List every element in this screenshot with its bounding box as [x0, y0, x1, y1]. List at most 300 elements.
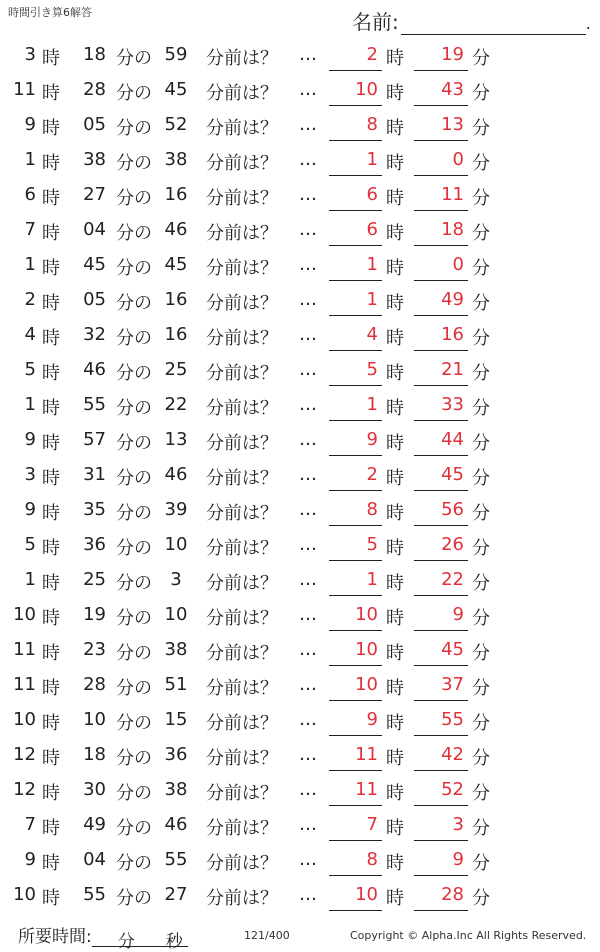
problem-row [0, 878, 600, 913]
answer-hour: 8 [366, 849, 378, 870]
answer-minute: 42 [441, 744, 464, 765]
hour-label: 時 [42, 83, 60, 104]
answer-hour-underline [329, 490, 382, 491]
ellipsis: … [299, 744, 317, 765]
minutes-before: 25 [164, 359, 188, 380]
ellipsis: … [299, 324, 317, 345]
problem-minute: 18 [83, 744, 106, 765]
hour-label: 時 [42, 608, 60, 629]
answer-min-label: 分 [472, 48, 490, 69]
hour-label: 時 [42, 468, 60, 489]
answer-hour-label: 時 [386, 643, 404, 664]
answer-hour-label: 時 [386, 118, 404, 139]
ellipsis: … [299, 849, 317, 870]
answer-hour-underline [329, 840, 382, 841]
before-question-label: 分前は？ [206, 48, 278, 69]
problem-row [0, 283, 600, 318]
problem-minute: 45 [83, 254, 106, 275]
problem-row [0, 458, 600, 493]
problem-hour: 1 [24, 569, 36, 590]
problem-hour: 11 [13, 639, 36, 660]
answer-hour-underline [329, 245, 382, 246]
answer-minute-underline [414, 210, 468, 211]
minutes-before: 36 [164, 744, 188, 765]
answer-hour: 8 [366, 114, 378, 135]
answer-minute-underline [414, 595, 468, 596]
problem-minute: 10 [83, 709, 106, 730]
problem-hour: 9 [24, 429, 36, 450]
answer-minute-underline [414, 280, 468, 281]
before-question-label: 分前は？ [206, 83, 278, 104]
answer-minute: 11 [441, 184, 464, 205]
problem-hour: 1 [24, 394, 36, 415]
min-of-label: 分の [116, 48, 152, 69]
answer-minute: 55 [441, 709, 464, 730]
answer-min-label: 分 [472, 258, 490, 279]
answer-minute: 9 [452, 849, 464, 870]
answer-minute-underline [414, 455, 468, 456]
problem-row [0, 668, 600, 703]
answer-min-label: 分 [472, 888, 490, 909]
ellipsis: … [299, 464, 317, 485]
before-question-label: 分前は？ [206, 503, 278, 524]
answer-hour-underline [329, 805, 382, 806]
hour-label: 時 [42, 118, 60, 139]
problem-minute: 55 [83, 394, 106, 415]
answer-minute-underline [414, 630, 468, 631]
problem-minute: 25 [83, 569, 106, 590]
ellipsis: … [299, 534, 317, 555]
copyright: Copyright © Alpha.Inc All Rights Reserved. [350, 929, 587, 942]
answer-hour-label: 時 [386, 83, 404, 104]
hour-label: 時 [42, 223, 60, 244]
answer-minute: 45 [441, 464, 464, 485]
minutes-before: 16 [164, 184, 188, 205]
minutes-before: 16 [164, 324, 188, 345]
min-of-label: 分の [116, 223, 152, 244]
answer-hour-underline [329, 875, 382, 876]
problem-minute: 28 [83, 674, 106, 695]
answer-hour-label: 時 [386, 503, 404, 524]
problem-hour: 5 [24, 359, 36, 380]
answer-hour: 1 [366, 394, 378, 415]
problem-row [0, 598, 600, 633]
problem-row [0, 773, 600, 808]
before-question-label: 分前は？ [206, 188, 278, 209]
problem-minute: 35 [83, 499, 106, 520]
problem-row [0, 353, 600, 388]
problem-hour: 11 [13, 79, 36, 100]
hour-label: 時 [42, 398, 60, 419]
ellipsis: … [299, 569, 317, 590]
problem-minute: 05 [83, 289, 106, 310]
problem-hour: 6 [24, 184, 36, 205]
answer-minute: 16 [441, 324, 464, 345]
answer-hour: 1 [366, 149, 378, 170]
answer-hour: 1 [366, 254, 378, 275]
minutes-before: 46 [164, 464, 188, 485]
before-question-label: 分前は？ [206, 223, 278, 244]
answer-min-label: 分 [472, 433, 490, 454]
answer-hour-label: 時 [386, 853, 404, 874]
hour-label: 時 [42, 678, 60, 699]
problem-row [0, 213, 600, 248]
ellipsis: … [299, 114, 317, 135]
answer-min-label: 分 [472, 223, 490, 244]
answer-hour: 2 [366, 464, 378, 485]
answer-hour-underline [329, 455, 382, 456]
answer-hour-label: 時 [386, 573, 404, 594]
answer-hour-label: 時 [386, 363, 404, 384]
problem-hour: 9 [24, 114, 36, 135]
min-of-label: 分の [116, 83, 152, 104]
answer-hour-label: 時 [386, 433, 404, 454]
answer-minute: 13 [441, 114, 464, 135]
problem-hour: 7 [24, 219, 36, 240]
answer-minute-underline [414, 525, 468, 526]
minutes-before: 22 [164, 394, 188, 415]
answer-min-label: 分 [472, 293, 490, 314]
answer-hour: 10 [355, 884, 378, 905]
hour-label: 時 [42, 643, 60, 664]
answer-minute: 33 [441, 394, 464, 415]
answer-hour: 11 [355, 779, 378, 800]
problem-row [0, 73, 600, 108]
problem-row [0, 633, 600, 668]
answer-minute-underline [414, 140, 468, 141]
problem-row [0, 38, 600, 73]
before-question-label: 分前は？ [206, 818, 278, 839]
answer-hour-underline [329, 420, 382, 421]
ellipsis: … [299, 254, 317, 275]
answer-hour: 5 [366, 534, 378, 555]
problem-minute: 32 [83, 324, 106, 345]
answer-min-label: 分 [472, 468, 490, 489]
minutes-before: 27 [164, 884, 188, 905]
answer-minute-underline [414, 735, 468, 736]
min-of-label: 分の [116, 643, 152, 664]
answer-min-label: 分 [472, 783, 490, 804]
answer-hour-underline [329, 630, 382, 631]
minutes-before: 55 [164, 849, 188, 870]
answer-hour: 4 [366, 324, 378, 345]
problem-hour: 1 [24, 254, 36, 275]
answer-hour-underline [329, 770, 382, 771]
problem-hour: 3 [24, 464, 36, 485]
answer-minute: 45 [441, 639, 464, 660]
problem-hour: 10 [13, 709, 36, 730]
minutes-before: 15 [164, 709, 188, 730]
min-of-label: 分の [116, 713, 152, 734]
min-of-label: 分の [116, 573, 152, 594]
problem-row [0, 178, 600, 213]
answer-hour: 9 [366, 709, 378, 730]
answer-hour-underline [329, 595, 382, 596]
answer-hour: 7 [366, 814, 378, 835]
answer-minute: 21 [441, 359, 464, 380]
ellipsis: … [299, 149, 317, 170]
before-question-label: 分前は？ [206, 293, 278, 314]
before-question-label: 分前は？ [206, 713, 278, 734]
hour-label: 時 [42, 188, 60, 209]
ellipsis: … [299, 79, 317, 100]
answer-hour: 10 [355, 674, 378, 695]
before-question-label: 分前は？ [206, 468, 278, 489]
hour-label: 時 [42, 433, 60, 454]
answer-minute-underline [414, 385, 468, 386]
answer-hour-underline [329, 175, 382, 176]
answer-hour: 5 [366, 359, 378, 380]
ellipsis: … [299, 429, 317, 450]
hour-label: 時 [42, 783, 60, 804]
before-question-label: 分前は？ [206, 433, 278, 454]
hour-label: 時 [42, 293, 60, 314]
time-required [18, 922, 188, 952]
hour-label: 時 [42, 153, 60, 174]
answer-hour-underline [329, 210, 382, 211]
minutes-before: 38 [164, 149, 188, 170]
answer-hour-label: 時 [386, 888, 404, 909]
answer-hour-label: 時 [386, 398, 404, 419]
answer-hour-label: 時 [386, 713, 404, 734]
answer-hour-underline [329, 105, 382, 106]
problem-minute: 46 [83, 359, 106, 380]
time-sec-label: 秒 [165, 932, 183, 952]
answer-minute: 3 [452, 814, 464, 835]
ellipsis: … [299, 779, 317, 800]
answer-min-label: 分 [472, 328, 490, 349]
hour-label: 時 [42, 328, 60, 349]
before-question-label: 分前は？ [206, 573, 278, 594]
answer-min-label: 分 [472, 153, 490, 174]
answer-minute: 49 [441, 289, 464, 310]
problem-minute: 28 [83, 79, 106, 100]
problem-row [0, 493, 600, 528]
minutes-before: 3 [170, 569, 182, 590]
minutes-before: 45 [164, 254, 188, 275]
answer-hour-underline [329, 735, 382, 736]
answer-hour-label: 時 [386, 748, 404, 769]
answer-hour-label: 時 [386, 328, 404, 349]
time-label: 所要時間: [18, 927, 92, 947]
hour-label: 時 [42, 748, 60, 769]
answer-minute: 0 [452, 149, 464, 170]
problem-minute: 04 [83, 219, 106, 240]
before-question-label: 分前は？ [206, 153, 278, 174]
ellipsis: … [299, 814, 317, 835]
answer-hour-label: 時 [386, 818, 404, 839]
answer-min-label: 分 [472, 83, 490, 104]
before-question-label: 分前は？ [206, 258, 278, 279]
answer-hour: 10 [355, 639, 378, 660]
before-question-label: 分前は？ [206, 398, 278, 419]
minutes-before: 13 [164, 429, 188, 450]
minutes-before: 46 [164, 219, 188, 240]
minutes-before: 10 [164, 604, 188, 625]
answer-hour-label: 時 [386, 293, 404, 314]
answer-minute: 0 [452, 254, 464, 275]
before-question-label: 分前は？ [206, 608, 278, 629]
min-of-label: 分の [116, 678, 152, 699]
before-question-label: 分前は？ [206, 748, 278, 769]
answer-hour-label: 時 [386, 538, 404, 559]
ellipsis: … [299, 604, 317, 625]
answer-min-label: 分 [472, 853, 490, 874]
minutes-before: 45 [164, 79, 188, 100]
answer-min-label: 分 [472, 538, 490, 559]
hour-label: 時 [42, 818, 60, 839]
min-of-label: 分の [116, 258, 152, 279]
ellipsis: … [299, 359, 317, 380]
problem-row [0, 248, 600, 283]
min-of-label: 分の [116, 888, 152, 909]
answer-minute-underline [414, 770, 468, 771]
ellipsis: … [299, 709, 317, 730]
answer-min-label: 分 [472, 608, 490, 629]
answer-minute: 44 [441, 429, 464, 450]
answer-hour-underline [329, 910, 382, 911]
answer-minute: 56 [441, 499, 464, 520]
page-number: 121/400 [244, 929, 290, 942]
answer-minute: 28 [441, 884, 464, 905]
problem-row [0, 738, 600, 773]
answer-minute-underline [414, 560, 468, 561]
before-question-label: 分前は？ [206, 888, 278, 909]
min-of-label: 分の [116, 853, 152, 874]
answer-minute-underline [414, 910, 468, 911]
minutes-before: 38 [164, 639, 188, 660]
hour-label: 時 [42, 853, 60, 874]
min-of-label: 分の [116, 398, 152, 419]
answer-min-label: 分 [472, 503, 490, 524]
answer-hour-underline [329, 280, 382, 281]
answer-hour-label: 時 [386, 48, 404, 69]
page-title: 時間引き算6解答 [8, 6, 92, 19]
answer-hour-label: 時 [386, 258, 404, 279]
answer-hour: 10 [355, 79, 378, 100]
min-of-label: 分の [116, 748, 152, 769]
problem-hour: 9 [24, 849, 36, 870]
answer-hour-label: 時 [386, 188, 404, 209]
answer-min-label: 分 [472, 398, 490, 419]
ellipsis: … [299, 499, 317, 520]
problem-row [0, 318, 600, 353]
answer-minute-underline [414, 420, 468, 421]
answer-min-label: 分 [472, 188, 490, 209]
answer-minute: 22 [441, 569, 464, 590]
min-of-label: 分の [116, 118, 152, 139]
answer-minute-underline [414, 245, 468, 246]
ellipsis: … [299, 639, 317, 660]
minutes-before: 39 [164, 499, 188, 520]
min-of-label: 分の [116, 608, 152, 629]
problem-minute: 18 [83, 44, 106, 65]
answer-min-label: 分 [472, 363, 490, 384]
ellipsis: … [299, 394, 317, 415]
answer-minute: 9 [452, 604, 464, 625]
answer-hour: 9 [366, 429, 378, 450]
ellipsis: … [299, 184, 317, 205]
problem-minute: 23 [83, 639, 106, 660]
minutes-before: 38 [164, 779, 188, 800]
ellipsis: … [299, 884, 317, 905]
name-label: 名前: [352, 10, 399, 34]
ellipsis: … [299, 219, 317, 240]
minutes-before: 51 [164, 674, 188, 695]
minutes-before: 52 [164, 114, 188, 135]
problem-hour: 11 [13, 674, 36, 695]
problem-hour: 1 [24, 149, 36, 170]
problem-minute: 55 [83, 884, 106, 905]
answer-minute-underline [414, 175, 468, 176]
answer-hour: 11 [355, 744, 378, 765]
name-end: . [585, 14, 591, 33]
problem-hour: 9 [24, 499, 36, 520]
min-of-label: 分の [116, 293, 152, 314]
time-min-label: 分 [117, 932, 135, 952]
answer-minute: 19 [441, 44, 464, 65]
answer-min-label: 分 [472, 573, 490, 594]
answer-hour: 8 [366, 499, 378, 520]
hour-label: 時 [42, 363, 60, 384]
before-question-label: 分前は？ [206, 363, 278, 384]
problem-minute: 38 [83, 149, 106, 170]
ellipsis: … [299, 44, 317, 65]
minutes-before: 59 [164, 44, 188, 65]
answer-hour: 1 [366, 569, 378, 590]
answer-hour: 6 [366, 184, 378, 205]
min-of-label: 分の [116, 363, 152, 384]
answer-hour-label: 時 [386, 608, 404, 629]
before-question-label: 分前は？ [206, 643, 278, 664]
answer-hour: 10 [355, 604, 378, 625]
answer-hour-underline [329, 560, 382, 561]
name-blank [401, 16, 586, 35]
answer-hour-underline [329, 525, 382, 526]
hour-label: 時 [42, 888, 60, 909]
answer-hour-underline [329, 385, 382, 386]
min-of-label: 分の [116, 783, 152, 804]
min-of-label: 分の [116, 328, 152, 349]
problem-hour: 2 [24, 289, 36, 310]
problem-minute: 05 [83, 114, 106, 135]
answer-hour-label: 時 [386, 153, 404, 174]
problem-minute: 57 [83, 429, 106, 450]
answer-hour-underline [329, 350, 382, 351]
ellipsis: … [299, 674, 317, 695]
hour-label: 時 [42, 48, 60, 69]
answer-minute: 18 [441, 219, 464, 240]
problem-hour: 5 [24, 534, 36, 555]
before-question-label: 分前は？ [206, 328, 278, 349]
problem-row [0, 528, 600, 563]
answer-minute-underline [414, 700, 468, 701]
min-of-label: 分の [116, 468, 152, 489]
answer-minute-underline [414, 105, 468, 106]
answer-minute: 26 [441, 534, 464, 555]
problem-minute: 36 [83, 534, 106, 555]
answer-min-label: 分 [472, 643, 490, 664]
answer-hour-underline [329, 315, 382, 316]
hour-label: 時 [42, 713, 60, 734]
problem-row [0, 703, 600, 738]
problem-hour: 3 [24, 44, 36, 65]
before-question-label: 分前は？ [206, 853, 278, 874]
problem-hour: 7 [24, 814, 36, 835]
problem-minute: 31 [83, 464, 106, 485]
answer-hour-label: 時 [386, 783, 404, 804]
answer-hour-label: 時 [386, 468, 404, 489]
